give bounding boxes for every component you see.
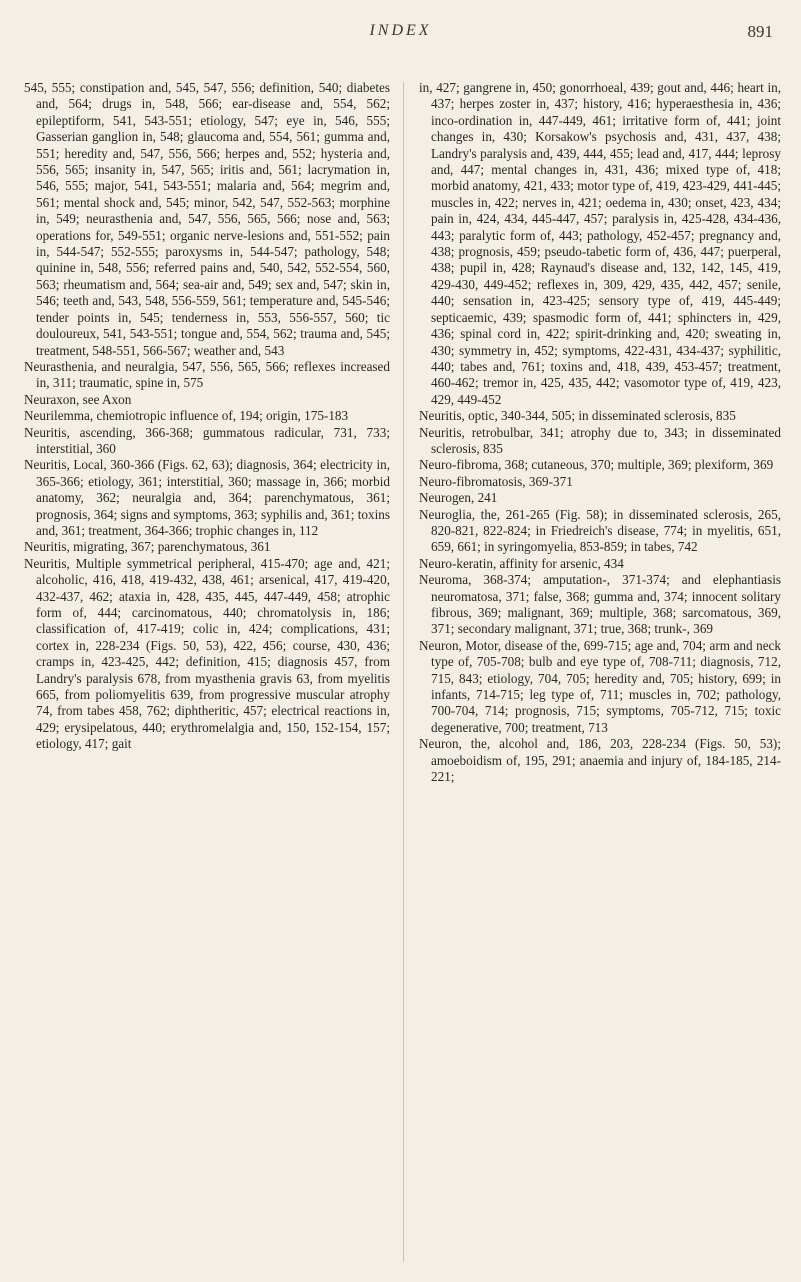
index-entry: Neuritis, Multiple symmetrical peripheral, 415-470; age and, 421; alcoholic, 416, 418, 419-432, 438, 461; arsenical, 417, 419-420, 432-437, 462; ataxia in, 428, 435, 445, 447-449, 458; atrophic form of, 444; carcinomatous, 440; chromatolysis in, 186; classification of, 417-419; colic in, 424; complications, 431; cortex in, 228-234 (Figs. 50, 53), 422, 456; course, 430, 436; cramps in, 423-425, 442; definition, 415; diagnosis 457, from Landry's paralysis 678, from myasthenia gravis 63, from myelitis 665, from poliomyelitis 639, from progressive muscular atrophy 74, from tabes 458, 762; diphtheritic, 457; electrical reactions in, 429; erysipelatous, 440; erythromelalgia and, 150, 152-154, 157; etiology, 417; gait	[24, 555, 390, 752]
index-entry: Neuritis, retrobulbar, 341; atrophy due to, 343; in disseminated sclerosis, 835	[419, 424, 781, 456]
index-entry: 545, 555; constipation and, 545, 547, 556; definition, 540; diabetes and, 564; drugs in, 548, 566; ear-disease and, 554, 562; epileptiform, 541, 543-551; etiology, 547; eye in, 546, 555; Gasserian ganglion in, 548; glaucoma and, 554, 561; gumma and, 551; heredity and, 547, 556, 566; herpes and, 552; hysteria and, 556, 565; insanity in, 547, 565; iritis and, 561; lacrymation in, 546, 555; major, 541, 543-551; malaria and, 564; megrim and, 561; mental shock and, 545; minor, 542, 547, 552-563; morphine in, 549; neurasthenia and, 547, 556, 565, 566; nose and, 563; operations for, 549-551; organic nerve-lesions and, 551-552; pain in, 544-547; 552-555; paroxysms in, 544-547; pathology, 548; quinine in, 548, 556; referred pains and, 540, 542, 552-554, 560, 563; rheumatism and, 564; sea-air and, 549; sex and, 547; skin in, 546; teeth and, 543, 548, 556-559, 561; temperature and, 545-546; tender points in, 545; tenderness in, 553, 556-557, 560; tic douloureux, 541, 543-551; tongue and, 554, 562; trauma and, 545; treatment, 548-551, 566-567; weather and, 543	[24, 80, 390, 358]
index-entry: Neuritis, optic, 340-344, 505; in disseminated sclerosis, 835	[419, 408, 736, 424]
index-entry: Neuro-fibroma, 368; cutaneous, 370; multiple, 369; plexiform, 369	[419, 457, 774, 473]
page-number: 891	[747, 22, 773, 41]
index-entry: Neuroglia, the, 261-265 (Fig. 58); in disseminated sclerosis, 265, 820-821, 822-824; in Friedreich's disease, 774; in myelitis, 651, 659, 661; in syringomyelia, 853-859; in tabes, 742	[419, 506, 781, 555]
index-entry: Neuraxon, see Axon	[24, 391, 132, 407]
left-column	[24, 80, 390, 753]
index-entry: Neuroma, 368-374; amputation-, 371-374; and elephantiasis neuromatosa, 371; false, 368; gumma and, 374; innocent solitary fibrous, 369; malignant, 369; multiple, 368; sarcomatous, 369, 371; secondary malignant, 371; true, 368; trunk-, 369	[419, 572, 781, 637]
running-title: INDEX	[369, 22, 432, 39]
index-entry: Neuritis, migrating, 367; parenchymatous, 361	[24, 539, 271, 555]
right-column	[419, 80, 781, 785]
index-entry: Neuritis, Local, 360-366 (Figs. 62, 63); diagnosis, 364; electricity in, 365-366; etiology, 361; interstitial, 360; massage in, 366; morbid anatomy, 362; neuralgia and, 364; parenchymatous, 361; prognosis, 364; signs and symptoms, 363; syphilis and, 361; toxins and, 361; treatment, 364-366; trophic changes in, 112	[24, 457, 390, 538]
index-entry: Neuro-keratin, affinity for arsenic, 434	[419, 555, 624, 571]
page-header	[0, 10, 801, 50]
index-entry: Neuritis, ascending, 366-368; gummatous radicular, 731, 733; interstitial, 360	[24, 424, 390, 456]
column-divider	[403, 82, 404, 1262]
index-entry: Neurilemma, chemiotropic influence of, 194; origin, 175-183	[24, 408, 349, 424]
index-entry: Neuron, the, alcohol and, 186, 203, 228-234 (Figs. 50, 53); amoeboidism of, 195, 291; anaemia and injury of, 184-185, 214-221;	[419, 736, 781, 785]
index-entry: Neuro-fibromatosis, 369-371	[419, 473, 573, 489]
index-entry: Neurasthenia, and neuralgia, 547, 556, 565, 566; reflexes increased in, 311; traumatic, spine in, 575	[24, 358, 390, 391]
index-entry: Neuron, Motor, disease of the, 699-715; age and, 704; arm and neck type of, 705-708; bulb and eye type of, 708-711; diagnosis, 712, 715, 843; etiology, 704, 705; heredity and, 705; history, 699; in infants, 714-715; leg type of, 711; muscles in, 702; pathology, 700-704, 714; prognosis, 715; symptoms, 705-712, 715; toxic degenerative, 700; treatment, 713	[419, 637, 781, 735]
index-entry: in, 427; gangrene in, 450; gonorrhoeal, 439; gout and, 446; heart in, 437; herpes zoster in, 437; history, 416; hyperaesthesia in, 436; inco-ordination in, 447-449, 461; irritative form of, 441; joint changes in, 430; Korsakow's psychosis and, 431, 437, 438; Landry's paralysis and, 439, 444, 455; lead and, 417, 444; leprosy and, 447; mental changes in, 431, 436; mixed type of, 418; morbid anatomy, 421, 433; motor type of, 419, 423-429, 441-445; muscles in, 422; nerves in, 421; oedema in, 430; onset, 423, 434; pain in, 424, 434, 445-447, 457; paralysis in, 425-428, 434-436, 443; paralytic form of, 443; pathology, 452-457; pregnancy and, 438; prognosis, 459; pseudo-tabetic form of, 436, 447; puerperal, 438; pupil in, 428; Raynaud's disease and, 132, 142, 145, 419, 429-430, 449-452; reflexes in, 309, 429, 435, 442, 457; senile, 440; sensation in, 423-425; sensory type of, 419, 445-449; septicaemic, 439; spasmodic form of, 441; sphincters in, 429, 436; spinal cord in, 422; spirit-drinking and, 420; sweating in, 430; symmetry in, 452; symptoms, 422-431, 434-437; syphilitic, 440; tabes and, 761; toxins and, 418, 439, 453-457; treatment, 460-462; tremor in, 425, 435, 442; vasomotor type of, 419, 423, 429, 449-452	[419, 80, 781, 407]
index-entry: Neurogen, 241	[419, 490, 498, 506]
